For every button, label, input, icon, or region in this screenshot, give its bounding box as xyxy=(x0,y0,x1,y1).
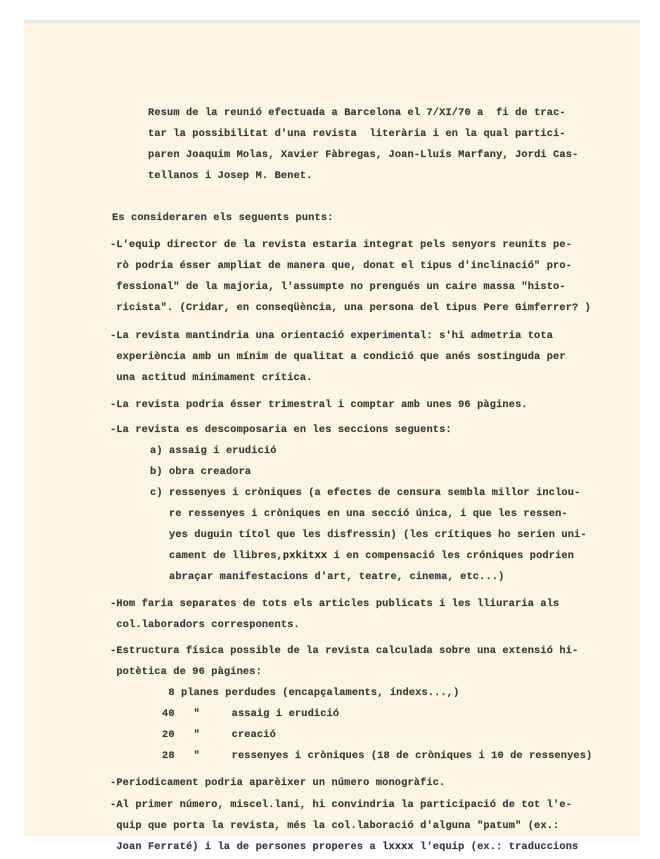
section-item: abraçar manifestacions d'art, teatre, cinema, etc...) xyxy=(150,571,505,583)
structure-item: 20 " creació xyxy=(162,729,276,741)
section-item: a) assaig i erudició xyxy=(150,445,277,457)
intro-line: Resum de la reunió efectuada a Barcelona el 7/XI/70 a fi de trac- xyxy=(148,107,566,119)
section-text: cament de llibres, xyxy=(150,550,283,562)
point-8-line xyxy=(110,840,578,854)
point-1-line: -L'equip director de la revista estaria integrat pels senyors reunits pe- xyxy=(110,239,573,251)
point-8-text: l'equip (ex.: traduccions xyxy=(413,841,579,853)
structure-item: 28 " ressenyes i cròniques (18 de cròniques i 10 de ressenyes) xyxy=(162,750,593,762)
section-item xyxy=(150,549,574,563)
point-8-line: quip que porta la revista, més la col.laboració d'alguna "patum" (ex.: xyxy=(110,820,560,832)
structure-item: 40 " assaig i erudició xyxy=(162,708,340,720)
point-2-line: una actitud minimament crítica. xyxy=(110,372,313,384)
point-3-line: -La revista podria ésser trimestral i comptar amb unes 96 pàgines. xyxy=(110,399,528,411)
struck-out-text: pxkitxx xyxy=(282,550,328,562)
intro-line: tar la possibilitat d'una revista literària i en la qual partici- xyxy=(148,128,566,140)
point-2-line: experiència amb un mínim de qualitat a condició que anés sostinguda per xyxy=(110,351,566,363)
section-item: yes duguin títol que les disfressin) (les crítiques ho serien uni- xyxy=(150,529,587,541)
point-6-line: -Estructura física possible de la revista calculada sobre una extensió hi- xyxy=(110,645,579,657)
document-page xyxy=(24,20,640,853)
section-text: i en compensació les cróniques podrien xyxy=(327,550,575,562)
section-item: re ressenyes i cròniques en una secció única, i que les ressen- xyxy=(150,508,568,520)
point-8-line: -Al primer número, miscel.lani, hi convindria la participació de tot l'e- xyxy=(110,799,573,811)
point-6-line: potètica de 96 pàgines: xyxy=(110,666,262,678)
section-item: c) ressenyes i cròniques (a efectes de censura sembla millor inclou- xyxy=(150,487,581,499)
point-5-line: col.laboradors corresponents. xyxy=(110,619,300,631)
struck-out-text: lxxxx xyxy=(382,841,414,853)
point-8-text: Joan Ferraté) i la de persones properes a xyxy=(110,841,383,853)
intro-line: paren Joaquim Molas, Xavier Fàbregas, Joan-Lluís Marfany, Jordi Cas- xyxy=(148,149,579,161)
point-5-line: -Hom faria separates de tots els articles publicats i les lliuraria als xyxy=(110,598,560,610)
point-4-line: -La revista es descomposaria en les seccions seguents: xyxy=(110,424,452,436)
point-7-line: -Periodicament podria aparèixer un número monogràfic. xyxy=(110,777,446,789)
section-item: b) obra creadora xyxy=(150,466,252,478)
point-2-line: -La revista mantindria una orientació experimental: s'hi admetria tota xyxy=(110,330,554,342)
points-heading: Es consideraren els seguents punts: xyxy=(112,212,334,224)
point-1-line: rò podria ésser ampliat de manera que, donat el tipus d'inclinació" pro- xyxy=(110,260,573,272)
structure-item: 8 planes perdudes (encapçalaments, índexs...,) xyxy=(162,687,460,699)
intro-line: tellanos i Josep M. Benet. xyxy=(148,170,313,182)
point-1-line: fessional" de la majoria, l'assumpte no prengués un caire massa "histo- xyxy=(110,281,566,293)
point-1-line: ricista". (Cridar, en conseqüència, una persona del tipus Pere Gimferrer? ) xyxy=(110,302,592,314)
